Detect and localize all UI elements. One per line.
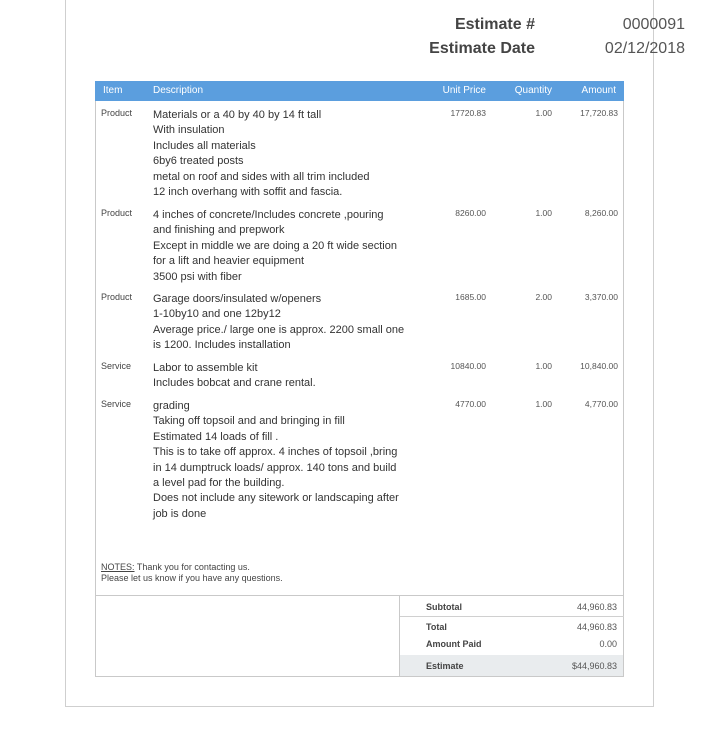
item-type: Service bbox=[101, 361, 132, 371]
total-value: 44,960.83 bbox=[576, 622, 617, 632]
description-line: 3500 psi with fiber bbox=[153, 270, 242, 283]
col-item: Item bbox=[103, 85, 123, 96]
estimate-date-label: Estimate Date bbox=[429, 40, 535, 57]
item-description bbox=[153, 361, 421, 392]
description-line: Does not include any sitework or landscaping after bbox=[153, 492, 399, 505]
description-line: metal on roof and sides with all trim included bbox=[153, 170, 370, 183]
estimate-total-label: Estimate bbox=[426, 661, 464, 671]
quantity: 1.00 bbox=[535, 208, 552, 218]
unit-price: 4770.00 bbox=[455, 399, 486, 409]
description-line: Materials or a 40 by 40 by 14 ft tall bbox=[153, 109, 322, 121]
description-line: 12 inch overhang with soffit and fascia. bbox=[153, 186, 343, 199]
notes-line-2: Please let us know if you have any questions. bbox=[101, 573, 283, 583]
estimate-number-label: Estimate # bbox=[454, 16, 535, 33]
col-amount: Amount bbox=[581, 85, 616, 96]
quantity: 1.00 bbox=[535, 361, 552, 371]
notes bbox=[101, 562, 283, 584]
amount: 10,840.00 bbox=[580, 361, 618, 371]
description-line: Estimated 14 loads of fill . bbox=[153, 430, 279, 443]
description-line: Labor to assemble kit bbox=[153, 362, 258, 374]
notes-label: NOTES: bbox=[101, 562, 135, 572]
amount: 3,370.00 bbox=[584, 292, 618, 302]
totals-separator bbox=[400, 616, 624, 617]
unit-price: 17720.83 bbox=[450, 108, 486, 118]
description-line: for a lift and heavier equipment bbox=[153, 255, 305, 268]
items-table-header bbox=[95, 81, 624, 101]
col-description: Description bbox=[153, 85, 204, 96]
quantity: 2.00 bbox=[535, 292, 552, 302]
description-line: a level pad for the building. bbox=[153, 477, 285, 490]
amount: 4,770.00 bbox=[584, 399, 618, 409]
item-type: Service bbox=[101, 399, 132, 409]
item-description bbox=[153, 208, 421, 285]
description-line: in 14 dumptruck loads/ approx. 140 tons and build bbox=[153, 461, 397, 474]
item-type: Product bbox=[101, 108, 133, 118]
amount-paid-value: 0.00 bbox=[599, 639, 617, 649]
item-type: Product bbox=[101, 208, 133, 218]
description-line: With insulation bbox=[153, 124, 225, 137]
unit-price: 1685.00 bbox=[455, 292, 486, 302]
amount-paid-label: Amount Paid bbox=[426, 639, 482, 649]
col-unit-price: Unit Price bbox=[442, 85, 486, 96]
estimate-number: 0000091 bbox=[622, 16, 685, 33]
notes-line-1: Thank you for contacting us. bbox=[134, 562, 250, 572]
description-line: is 1200. Includes installation bbox=[153, 339, 291, 352]
amount: 17,720.83 bbox=[580, 108, 618, 118]
description-line: Except in middle we are doing a 20 ft wide section bbox=[153, 239, 397, 252]
amount: 8,260.00 bbox=[584, 208, 618, 218]
description-line: Includes all materials bbox=[153, 139, 256, 152]
description-line: 4 inches of concrete/Includes concrete ,pouring bbox=[153, 209, 384, 221]
description-line: Average price./ large one is approx. 2200 small one bbox=[153, 323, 405, 336]
description-line: Includes bobcat and crane rental. bbox=[153, 377, 316, 390]
item-type: Product bbox=[101, 292, 133, 302]
col-quantity: Quantity bbox=[514, 85, 552, 96]
totals-divider bbox=[95, 595, 624, 596]
subtotal-label: Subtotal bbox=[426, 602, 462, 612]
item-description bbox=[153, 108, 421, 200]
description-line: grading bbox=[153, 400, 190, 412]
description-line: Taking off topsoil and and bringing in fill bbox=[153, 415, 345, 428]
estimate-total-value: $44,960.83 bbox=[571, 661, 617, 671]
quantity: 1.00 bbox=[535, 399, 552, 409]
unit-price: 8260.00 bbox=[455, 208, 486, 218]
item-description bbox=[153, 399, 421, 522]
description-line: 1-10by10 and one 12by12 bbox=[153, 308, 281, 321]
description-line: 6by6 treated posts bbox=[153, 155, 244, 168]
estimate-date: 02/12/2018 bbox=[604, 40, 685, 57]
unit-price: 10840.00 bbox=[450, 361, 486, 371]
quantity: 1.00 bbox=[535, 108, 552, 118]
subtotal-value: 44,960.83 bbox=[576, 602, 617, 612]
total-label: Total bbox=[426, 622, 447, 632]
description-line: and finishing and prepwork bbox=[153, 224, 285, 237]
description-line: Garage doors/insulated w/openers bbox=[153, 293, 322, 305]
item-description bbox=[153, 292, 421, 354]
description-line: job is done bbox=[153, 507, 207, 520]
description-line: This is to take off approx. 4 inches of topsoil ,bring bbox=[153, 446, 398, 459]
